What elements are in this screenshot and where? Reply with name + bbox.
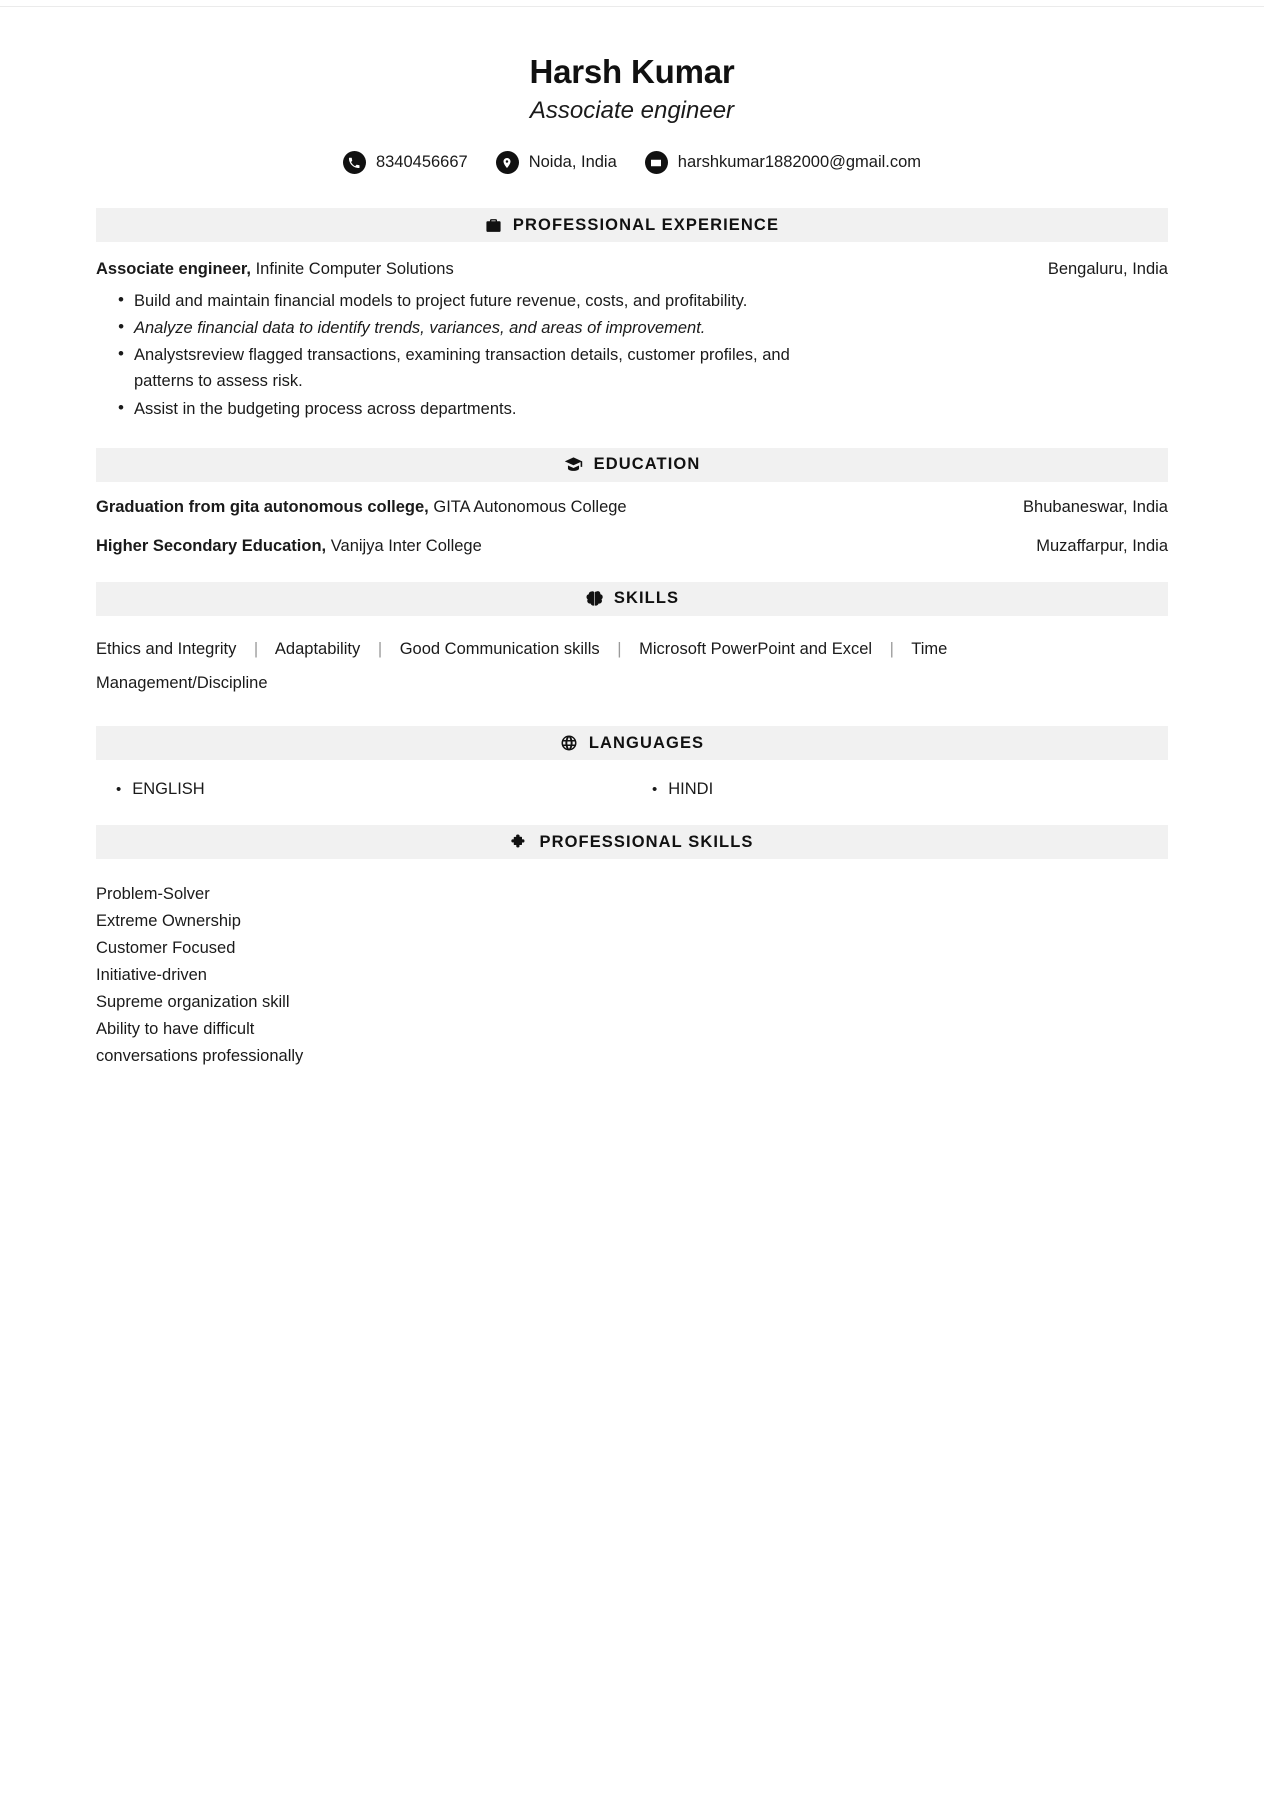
- briefcase-icon: [485, 217, 502, 234]
- skill-item: Good Communication skills: [399, 639, 600, 658]
- puzzle-piece-icon: [510, 833, 528, 851]
- skill-separator: |: [253, 639, 259, 658]
- skill-item: Time Management/Discipline: [96, 639, 948, 692]
- professional-skill-line: Problem-Solver: [96, 885, 210, 904]
- section-title-experience: PROFESSIONAL EXPERIENCE: [512, 215, 780, 234]
- experience-organization: Infinite Computer Solutions: [255, 260, 454, 278]
- section-title-professional-skills: PROFESSIONAL SKILLS: [539, 832, 754, 851]
- section-header-skills: [96, 582, 1168, 616]
- education-entry-left: [96, 498, 627, 517]
- professional-skill-line: Extreme Ownership: [96, 912, 241, 931]
- skill-item: Microsoft PowerPoint and Excel: [639, 639, 873, 658]
- skill-separator: |: [617, 639, 622, 658]
- bullet-icon: •: [116, 781, 122, 799]
- envelope-icon: [645, 151, 668, 174]
- professional-skill-line: Supreme organization skill: [96, 992, 290, 1011]
- phone-icon: [343, 151, 366, 174]
- section-header-experience: [96, 208, 1168, 242]
- experience-bullet: • Build and maintain financial models to project future revenue, costs, and profitability.: [118, 288, 818, 314]
- section-header-professional-skills: [96, 825, 1168, 859]
- graduation-cap-icon: [564, 455, 583, 474]
- experience-bullet: • Analyze financial data to identify trends, variances, and areas of improvement.: [118, 315, 818, 341]
- experience-bullet: • Analystsreview flagged transactions, examining transaction details, customer profiles, and patterns to assess risk.: [118, 342, 818, 394]
- contact-phone-value: 8340456667: [375, 153, 468, 171]
- language-item: [632, 780, 1168, 799]
- language-item: [96, 780, 632, 799]
- skill-separator: |: [377, 639, 383, 658]
- contact-location-value: Noida, India: [528, 153, 617, 171]
- languages-list: [96, 776, 1168, 799]
- professional-skill-line: Ability to have difficult: [96, 1019, 255, 1038]
- education-entry-left: [96, 537, 482, 556]
- experience-entry-head: [96, 258, 1168, 280]
- skills-list: [96, 632, 1106, 701]
- experience-bullet-list: [96, 288, 1168, 421]
- language-label: HINDI: [668, 780, 714, 799]
- skill-item: Adaptability: [274, 639, 361, 658]
- contact-location: [496, 151, 617, 174]
- experience-entry: [96, 258, 1168, 422]
- contact-email-value: harshkumar1882000@gmail.com: [677, 153, 922, 171]
- skill-separator: |: [889, 639, 894, 658]
- brain-icon: [585, 590, 603, 608]
- contact-email: [645, 151, 921, 174]
- contact-phone: [343, 151, 468, 174]
- education-degree: Graduation from gita autonomous college,: [96, 497, 429, 516]
- professional-skill-line: Customer Focused: [96, 938, 236, 957]
- education-degree: Higher Secondary Education,: [96, 536, 327, 555]
- education-school: Vanijya Inter College: [330, 536, 482, 555]
- experience-role: Associate engineer,: [96, 260, 251, 278]
- education-entry: [96, 498, 1168, 517]
- professional-skill-line: conversations professionally: [96, 1046, 304, 1065]
- candidate-name: Harsh Kumar: [529, 53, 735, 90]
- section-header-languages: [96, 726, 1168, 760]
- experience-location: Bengaluru, India: [1047, 260, 1168, 278]
- resume-content: [0, 7, 1264, 1109]
- page-top-edge: [0, 0, 1264, 7]
- section-title-languages: LANGUAGES: [588, 733, 705, 752]
- professional-skill-line: Initiative-driven: [96, 965, 207, 984]
- candidate-title: Associate engineer: [529, 97, 735, 124]
- section-header-education: [96, 448, 1168, 482]
- bullet-icon: •: [652, 781, 658, 799]
- professional-skills-list: [96, 875, 1168, 1069]
- education-entry: [96, 537, 1168, 556]
- globe-icon: [560, 734, 578, 752]
- education-school: GITA Autonomous College: [433, 497, 627, 516]
- skill-item: Ethics and Integrity: [96, 639, 237, 658]
- education-location: Muzaffarpur, India: [1036, 536, 1168, 555]
- experience-bullet: • Assist in the budgeting process across departments.: [118, 396, 818, 422]
- location-pin-icon: [496, 151, 519, 174]
- contact-row: [96, 151, 1168, 174]
- language-label: ENGLISH: [132, 780, 205, 799]
- experience-entry-left: [96, 258, 454, 280]
- section-title-education: EDUCATION: [593, 455, 701, 474]
- education-location: Bhubaneswar, India: [1023, 497, 1168, 516]
- section-title-skills: SKILLS: [613, 589, 680, 608]
